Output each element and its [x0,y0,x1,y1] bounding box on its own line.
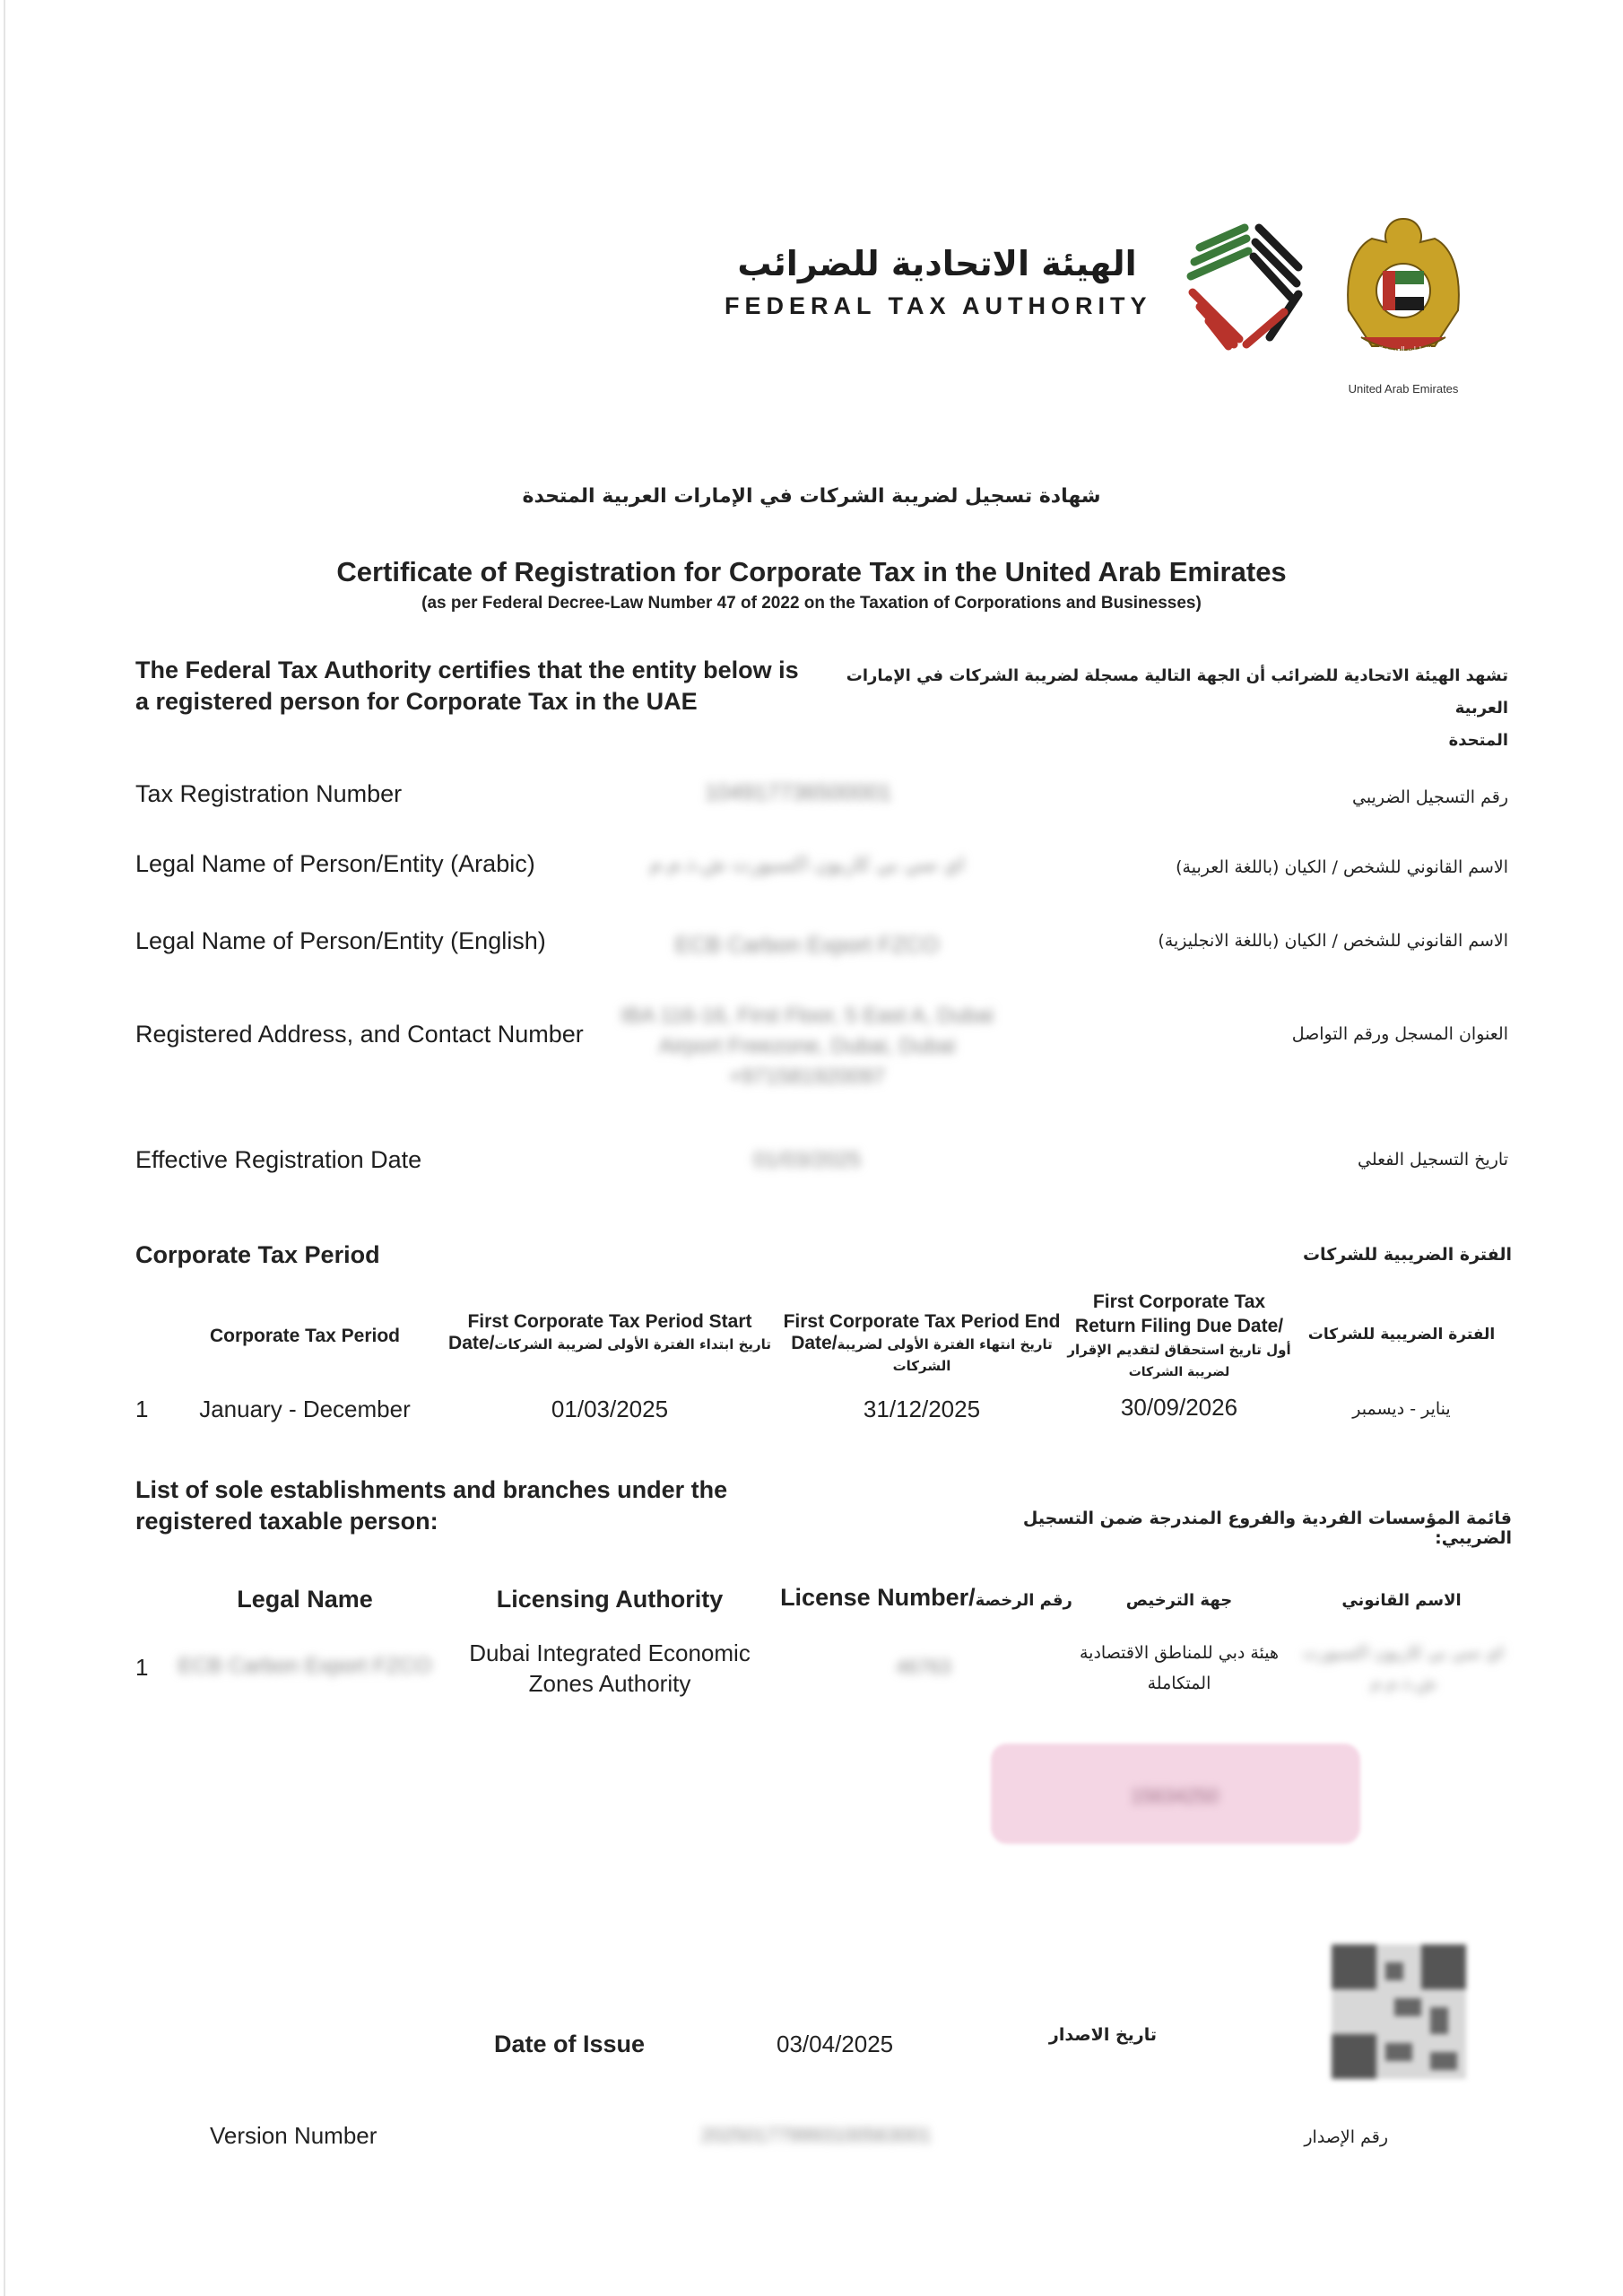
version-number-value: 202501779993100563001 [700,2124,932,2146]
col-period-start-ar: تاريخ ابتداء الفترة الأولى لضريبة الشركات [494,1336,771,1352]
col-period-start-en: First Corporate Tax Period Start [467,1311,752,1332]
col-license-number [778,1584,1074,1612]
uae-emblem-icon [1336,212,1471,366]
version-number-label: Version Number [210,2122,378,2149]
certifies-english-line2: a registered person for Corporate Tax in the UAE [135,688,698,715]
effective-date-label-arabic: تاريخ التسجيل الفعلي [1358,1150,1508,1170]
title-english: Certificate of Registration for Corporate Tax in the United Arab Emirates [336,556,1287,587]
col-filing-due-en1: First Corporate Tax [1092,1292,1266,1312]
legal-name-english-label: Legal Name of Person/Entity (English) [135,927,546,954]
certifies-arabic [843,660,1508,757]
col-period-start-date: Date/ [448,1333,495,1353]
col-license-number-en: License Number/ [780,1584,976,1611]
stamp-value: 15634250 [1131,1785,1219,1807]
certifies-english-line1: The Federal Tax Authority certifies that the entity below is [135,657,799,683]
col-filing-due-ar2: لضريبة الشركات [1128,1365,1230,1379]
establishment-row-index: 1 [135,1654,149,1681]
col-period-end-ar: تاريخ انتهاء الفترة الأولى لضريبة الشركات [837,1336,1053,1374]
establishments-heading-line2: registered taxable person: [135,1508,438,1535]
col-period-end [778,1311,1065,1376]
establishment-row-authority-ar-line1: هيئة دبي للمناطق الاقتصادية [1079,1643,1280,1663]
col-tax-period-ar: الفترة الضريبية للشركات [1307,1326,1496,1344]
col-filing-due-ar1: أول تاريخ استحقاق لتقديم الإقرار [1067,1342,1291,1358]
establishments-heading [135,1474,942,1537]
trn-value: 104917736500001 [704,780,892,805]
tax-period-row-period-ar: يناير - ديسمبر [1352,1399,1451,1419]
title-subtitle: (as per Federal Decree-Law Number 47 of 2022 on the Taxation of Corporations and Businesses) [421,594,1202,613]
col-filing-due-en2: Return Filing Due Date/ [1074,1316,1284,1336]
certifies-english [135,655,853,718]
establishment-row-legal-name-ar [1291,1638,1515,1699]
authority-name-arabic: الهيئة الاتحادية للضرائب [737,244,1137,283]
fta-logo-icon [1173,212,1318,357]
address-label: Registered Address, and Contact Number [135,1021,584,1048]
tax-period-row-due: 30/09/2026 [1120,1394,1238,1421]
establishments-heading-arabic: قائمة المؤسسات الفردية والفروع المندرجة ضمن التسجيل الضريبي: [1022,1509,1512,1548]
emblem-ribbon-text: دولة الإمارات العربية المتحدة [1359,345,1447,353]
establishment-row-legal-name-ar-line1: اي سي بي كاربون اكسبورت [1302,1643,1505,1663]
tax-period-row-end: 31/12/2025 [863,1396,981,1422]
establishment-row-legal-name: ECB Carbon Export FZCO [178,1654,432,1678]
col-legal-name-ar: الاسم القانوني [1341,1591,1462,1610]
address-line3: +971581920097 [728,1065,886,1089]
establishment-row-license-number: 46763 [896,1656,951,1678]
date-of-issue-label: Date of Issue [494,2031,646,2057]
address-line1: IBA 116-16, First Floor, 5 East A, Dubai [621,1004,994,1028]
tax-period-row-index: 1 [135,1396,149,1422]
establishment-row-authority-line1: Dubai Integrated Economic [469,1639,751,1666]
establishment-row-legal-name-ar-line2: ش.ذ.م.م [1370,1674,1436,1693]
tax-period-row-start: 01/03/2025 [551,1396,669,1422]
tax-period-row-period: January - December [199,1396,411,1422]
col-licensing-authority-ar: جهة الترخيص [1125,1591,1233,1610]
uae-caption: United Arab Emirates [1348,382,1459,396]
tax-period-heading-arabic: الفترة الضريبية للشركات [1302,1245,1512,1265]
col-licensing-authority: Licensing Authority [496,1586,724,1613]
establishment-row-authority-ar [1058,1638,1300,1699]
legal-name-arabic-label-ar: الاسم القانوني للشخص / الكيان (باللغة العربية) [1176,857,1508,877]
tax-period-heading: Corporate Tax Period [135,1241,380,1268]
date-of-issue-label-arabic: تاريخ الاصدار [1048,2025,1157,2045]
col-period-start-line2 [448,1333,771,1354]
trn-label-arabic: رقم التسجيل الضريبي [1351,787,1508,807]
col-legal-name: Legal Name [237,1586,373,1613]
certifies-arabic-line2: المتحدة [1448,731,1508,750]
establishment-row-authority [448,1638,771,1699]
col-license-number-ar: رقم الرخصة [975,1591,1072,1610]
address-label-arabic: العنوان المسجل ورقم التواصل [1291,1024,1508,1044]
col-corporate-tax-period: Corporate Tax Period [210,1326,400,1346]
date-of-issue-value: 03/04/2025 [777,2031,894,2057]
scan-edge [4,0,5,2296]
effective-date-value: 01/03/2025 [752,1148,862,1172]
certifies-arabic-line1: تشهد الهيئة الاتحادية للضرائب أن الجهة التالية مسجلة لضريبة الشركات في الإمارات العربية [846,666,1508,718]
establishment-row-authority-line2: Zones Authority [528,1670,691,1697]
col-filing-due [1067,1290,1291,1382]
establishments-heading-line1: List of sole establishments and branches under the [135,1476,728,1503]
effective-date-label: Effective Registration Date [135,1146,422,1173]
version-number-label-arabic: رقم الإصدار [1304,2127,1388,2147]
legal-name-english-label-ar: الاسم القانوني للشخص / الكيان (باللغة الانجليزية) [1158,931,1508,951]
trn-label: Tax Registration Number [135,780,403,807]
legal-name-arabic-value: اي سي بي كاربون اكسبورت ش.ذ.م.م [649,854,965,876]
address-value [574,1001,1040,1092]
address-line2: Airport Freezone, Dubai, Dubai [658,1034,956,1058]
col-period-end-date: Date/ [791,1333,838,1353]
legal-name-arabic-label: Legal Name of Person/Entity (Arabic) [135,850,535,877]
col-period-start [448,1311,771,1354]
title-arabic: شهادة تسجيل لضريبة الشركات في الإمارات العربية المتحدة [522,485,1101,508]
col-period-end-line2 [778,1333,1065,1376]
qr-code-icon [1332,1944,1466,2079]
establishment-row-authority-ar-line2: المتكاملة [1147,1674,1211,1693]
col-period-end-en: First Corporate Tax Period End [783,1311,1061,1332]
legal-name-english-value: ECB Carbon Export FZCO [674,933,940,958]
authority-name-english: FEDERAL TAX AUTHORITY [725,292,1152,319]
